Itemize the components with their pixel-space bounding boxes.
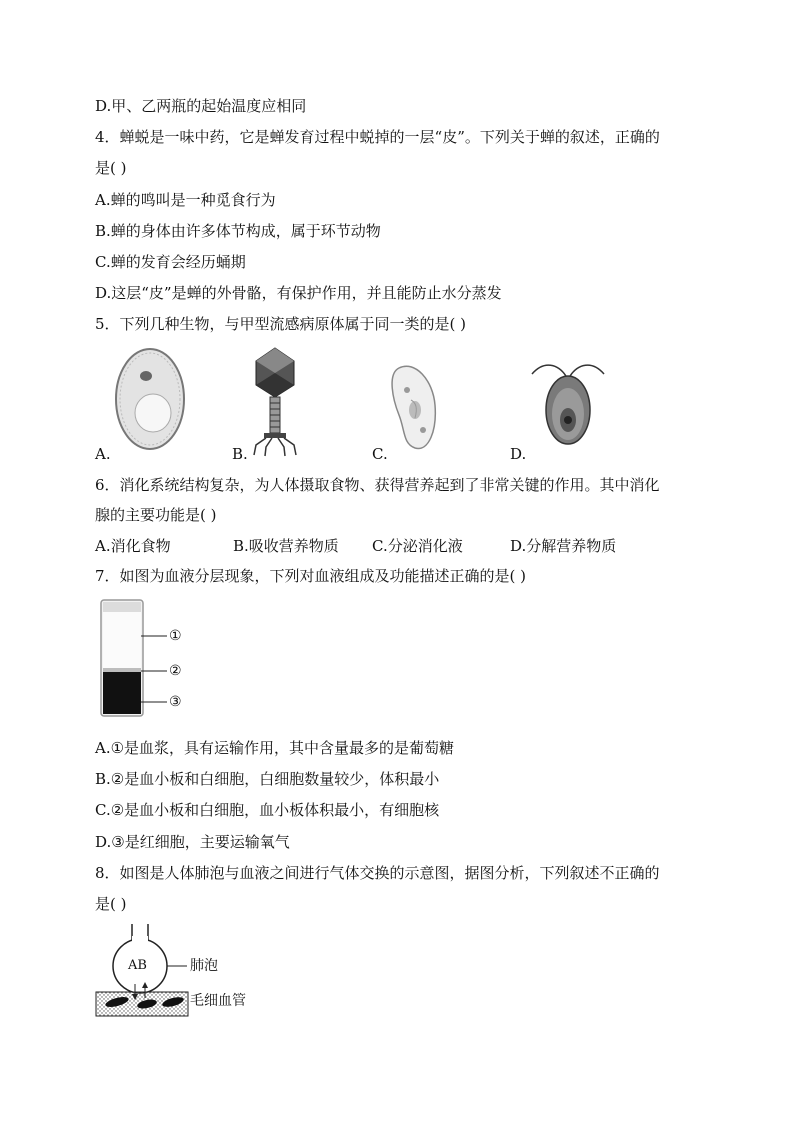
q7-label-1: ① xyxy=(169,628,182,644)
q6-option-d: D.分解营养物质 xyxy=(510,537,617,555)
q4-option-c: C.蝉的发育会经历蛹期 xyxy=(95,253,246,271)
q7-option-d: D.③是红细胞，主要运输氧气 xyxy=(95,833,290,851)
q5-stem: 5．下列几种生物，与甲型流感病原体属于同一类的是( ) xyxy=(95,315,467,333)
q8-label-capillary: 毛细血管 xyxy=(190,993,246,1009)
q8-label-alveolus: 肺泡 xyxy=(190,958,218,974)
q8-stem-line1: 8．如图是人体肺泡与血液之间进行气体交换的示意图，据图分析，下列叙述不正确的 xyxy=(95,864,660,882)
q6-option-a: A.消化食物 xyxy=(95,537,171,555)
q8-label-ab: AB xyxy=(128,958,147,973)
q5-figure-cell xyxy=(110,345,190,453)
q6-stem-line2: 腺的主要功能是( ) xyxy=(95,506,217,524)
q6-option-c: C.分泌消化液 xyxy=(372,537,463,555)
q5-option-c-label: C. xyxy=(372,445,388,463)
q7-option-c: C.②是血小板和白细胞，血小板体积最小，有细胞核 xyxy=(95,801,440,819)
q7-stem: 7．如图为血液分层现象，下列对血液组成及功能描述正确的是( ) xyxy=(95,567,527,585)
q6-option-b: B.吸收营养物质 xyxy=(233,537,339,555)
q6-stem-line1: 6．消化系统结构复杂，为人体摄取食物、获得营养起到了非常关键的作用。其中消化 xyxy=(95,476,660,494)
q8-stem-line2: 是( ) xyxy=(95,895,127,913)
q4-stem-line2: 是( ) xyxy=(95,159,127,177)
q5-figure-phage xyxy=(250,345,300,457)
q4-option-d: D.这层“皮”是蝉的外骨骼，有保护作用，并且能防止水分蒸发 xyxy=(95,284,502,302)
q5-option-b-label: B. xyxy=(232,445,248,463)
q7-option-b: B.②是血小板和白细胞，白细胞数量较少，体积最小 xyxy=(95,770,440,788)
q5-option-a-label: A. xyxy=(95,445,111,463)
q5-figure-paramecium xyxy=(385,360,445,455)
q7-label-3: ③ xyxy=(169,694,182,710)
q4-option-a: A.蝉的鸣叫是一种觅食行为 xyxy=(95,191,276,209)
q3-option-d: D.甲、乙两瓶的起始温度应相同 xyxy=(95,97,307,115)
q5-option-d-label: D. xyxy=(510,445,527,463)
q7-option-a: A.①是血浆，具有运输作用，其中含量最多的是葡萄糖 xyxy=(95,739,455,757)
q5-figure-chlamydomonas xyxy=(528,358,608,453)
q4-stem-line1: 4．蝉蜕是一味中药，它是蝉发育过程中蜕掉的一层“皮”。下列关于蝉的叙述，正确的 xyxy=(95,128,660,146)
q7-label-2: ② xyxy=(169,663,182,679)
q4-option-b: B.蝉的身体由许多体节构成，属于环节动物 xyxy=(95,222,381,240)
